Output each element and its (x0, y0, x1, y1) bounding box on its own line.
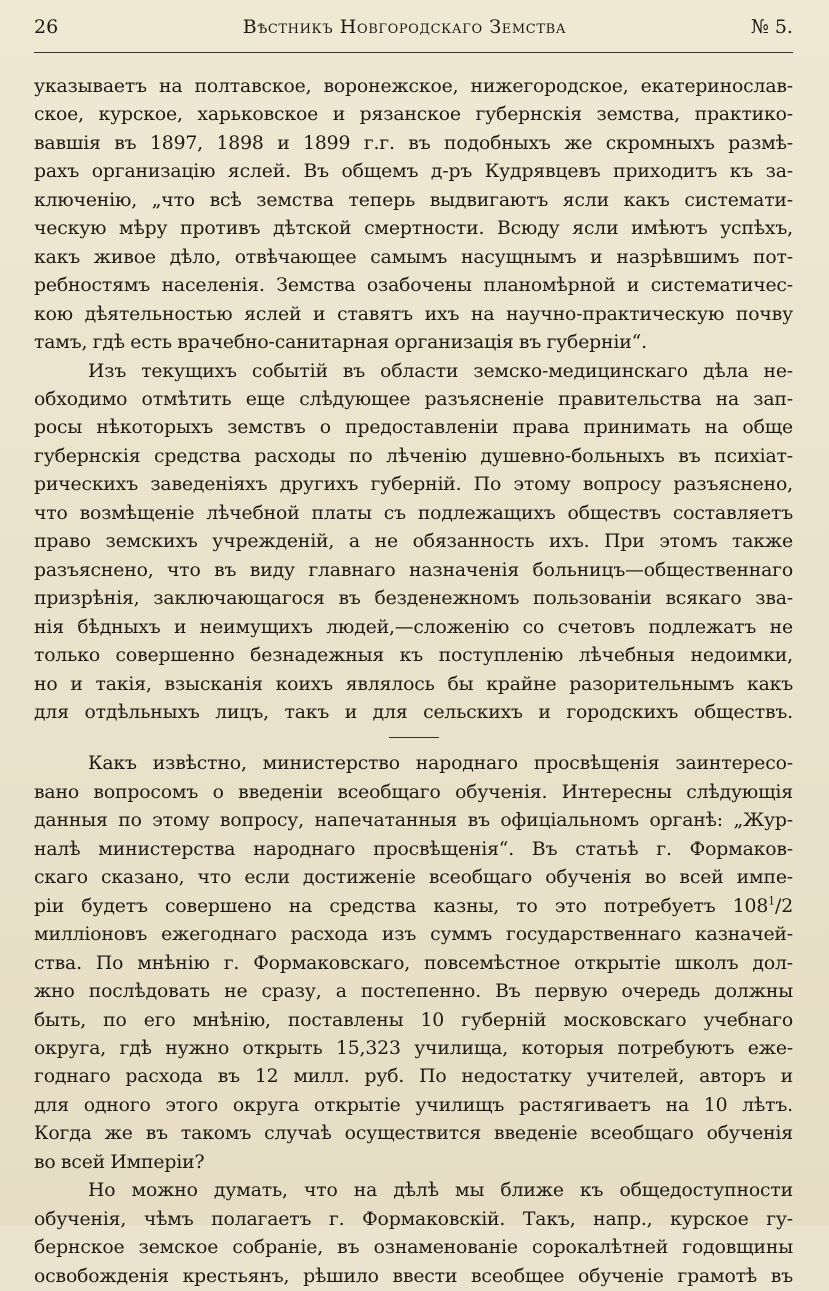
text-line: для одного этого округа открытіе училищъ растягиваетъ на 10 лѣтъ. (34, 1094, 793, 1116)
text-line: Когда же въ такомъ случаѣ осуществится введеніе всеобщаго обученія (34, 1123, 793, 1145)
text-line: Изъ текущихъ событій въ области земско-медицинскаго дѣла не- (88, 360, 793, 382)
text-line: ключенію, „что всѣ земства теперь выдвигаютъ ясли какъ системати- (34, 189, 793, 211)
text-line: вавшія въ 1897, 1898 и 1899 г.г. въ подобныхъ же скромныхъ размѣ- (34, 132, 793, 154)
text-line-with-fraction (34, 893, 793, 921)
text-line: обученія, чѣмъ полагаетъ г. Формаковскій. Такъ, напр., курское гу- (34, 1208, 793, 1230)
page-number: 26 (34, 16, 59, 38)
text-line: бернское земское собраніе, въ ознаменованіе сорокалѣтней годовщины (34, 1237, 793, 1259)
text-line: Какъ извѣстно, министерство народнаго просвѣщенія заинтересо- (88, 753, 793, 775)
fraction-numerator: 1 (768, 894, 776, 908)
text-line: какъ живое дѣло, отвѣчающее самымъ насущнымъ и назрѣвшимъ пот- (34, 246, 793, 268)
text-line: но и такія, взысканія коихъ являлось бы крайне разорительнымъ какъ (34, 673, 793, 695)
issue-number: № 5. (750, 16, 793, 38)
text-line: налѣ министерства народнаго просвѣщенія“. Въ статьѣ г. Формаков- (34, 838, 793, 860)
paragraph-1 (34, 73, 793, 358)
text-line: призрѣнія, заключающагося въ безденежномъ пользованіи всякаго зва- (34, 588, 793, 610)
text-line: только совершенно безнадежныя къ поступленію лѣчебныя недоимки, (34, 645, 793, 667)
text-line: нія бѣдныхъ и неимущихъ людей,—сложенію со счетовъ подлежатъ не (34, 616, 793, 638)
paragraph-4 (34, 1177, 793, 1291)
text-line: кою дѣятельностью яслей и ставятъ ихъ на научно-практическую почву (34, 303, 793, 325)
text-line: право земскихъ учрежденій, а не обязанность ихъ. При этомъ также (34, 531, 793, 553)
text-fragment: ріи будетъ совершено на средства казны, то это потребуетъ 108 (34, 895, 769, 917)
text-line: что возмѣщеніе лѣчебной платы съ подлежащихъ обществъ составляетъ (34, 502, 793, 524)
text-line: годнаго расхода въ 12 милл. руб. По недостатку учителей, авторъ и (34, 1066, 793, 1088)
text-line: данныя по этому вопросу, напечатанныя въ офиціальномъ органѣ: „Жур- (34, 810, 793, 832)
page-header (34, 16, 793, 53)
text-line: разъяснено, что въ виду главнаго назначенія больницъ—общественнаго (34, 559, 793, 581)
text-line: рическихъ заведеніяхъ другихъ губерній. По этому вопросу разъяснено, (34, 474, 793, 496)
text-line: обходимо отмѣтить еще слѣдующее разъясненіе правительства на зап- (34, 388, 793, 410)
text-line: Но можно думать, что на дѣлѣ мы ближе къ общедоступности (88, 1180, 793, 1202)
text-line: рахъ организацію яслей. Въ общемъ д-ръ Кудрявцевъ приходитъ къ за- (34, 161, 793, 183)
journal-title: Вѣстникъ Новгородскаго Земства (242, 16, 567, 38)
text-line: милліоновъ ежегоднаго расхода изъ суммъ государственнаго казначей- (34, 924, 793, 946)
text-line: ребностямъ населенія. Земства озабочены планомѣрной и систематичес- (34, 275, 793, 297)
paragraph-3 (34, 750, 793, 1177)
text-line: быть, по его мнѣнію, поставлены 10 губерній московскаго учебнаго (34, 1009, 793, 1031)
text-line: росы нѣкоторыхъ земствъ о предоставленіи права принимать на обще (34, 417, 793, 439)
text-line: указываетъ на полтавское, воронежское, нижегородское, екатеринослав- (34, 76, 793, 97)
text-line: округа, гдѣ нужно открыть 15,323 училища, которыя потребуютъ еже- (34, 1037, 793, 1059)
fraction-denominator: /2 (775, 895, 793, 917)
body-text (34, 73, 793, 1291)
text-line: скаго сказано, что если достиженіе всеобщаго обученія во всей импе- (34, 867, 793, 889)
text-line: вано вопросомъ о введеніи всеобщаго обученія. Интересны слѣдующія (34, 781, 793, 803)
text-line: ское, курское, харьковское и рязанское губернскія земства, практико- (34, 104, 793, 126)
section-divider (389, 737, 439, 738)
text-line: освобожденія крестьянъ, рѣшило ввести всеобщее обученіе грамотѣ въ (34, 1265, 793, 1287)
text-line: жно послѣдовать не сразу, а постепенно. Въ первую очередь должны (34, 981, 793, 1003)
paragraph-2 (34, 358, 793, 728)
text-line: для отдѣльныхъ лицъ, такъ и для сельскихъ и городскихъ обществъ. (34, 701, 793, 723)
text-line: ства. По мнѣнію г. Формаковскаго, повсемѣстное открытіе школъ дол- (34, 952, 793, 974)
text-line: ческую мѣру противъ дѣтской смертности. Всюду ясли имѣютъ успѣхъ, (34, 218, 793, 240)
text-line: во всей Имперіи? (34, 1151, 205, 1173)
text-line: губернскія средства расходы по лѣченію душевно-больныхъ въ психіат- (34, 445, 793, 467)
text-line: тамъ, гдѣ есть врачебно-санитарная организація въ губерніи“. (34, 332, 647, 354)
